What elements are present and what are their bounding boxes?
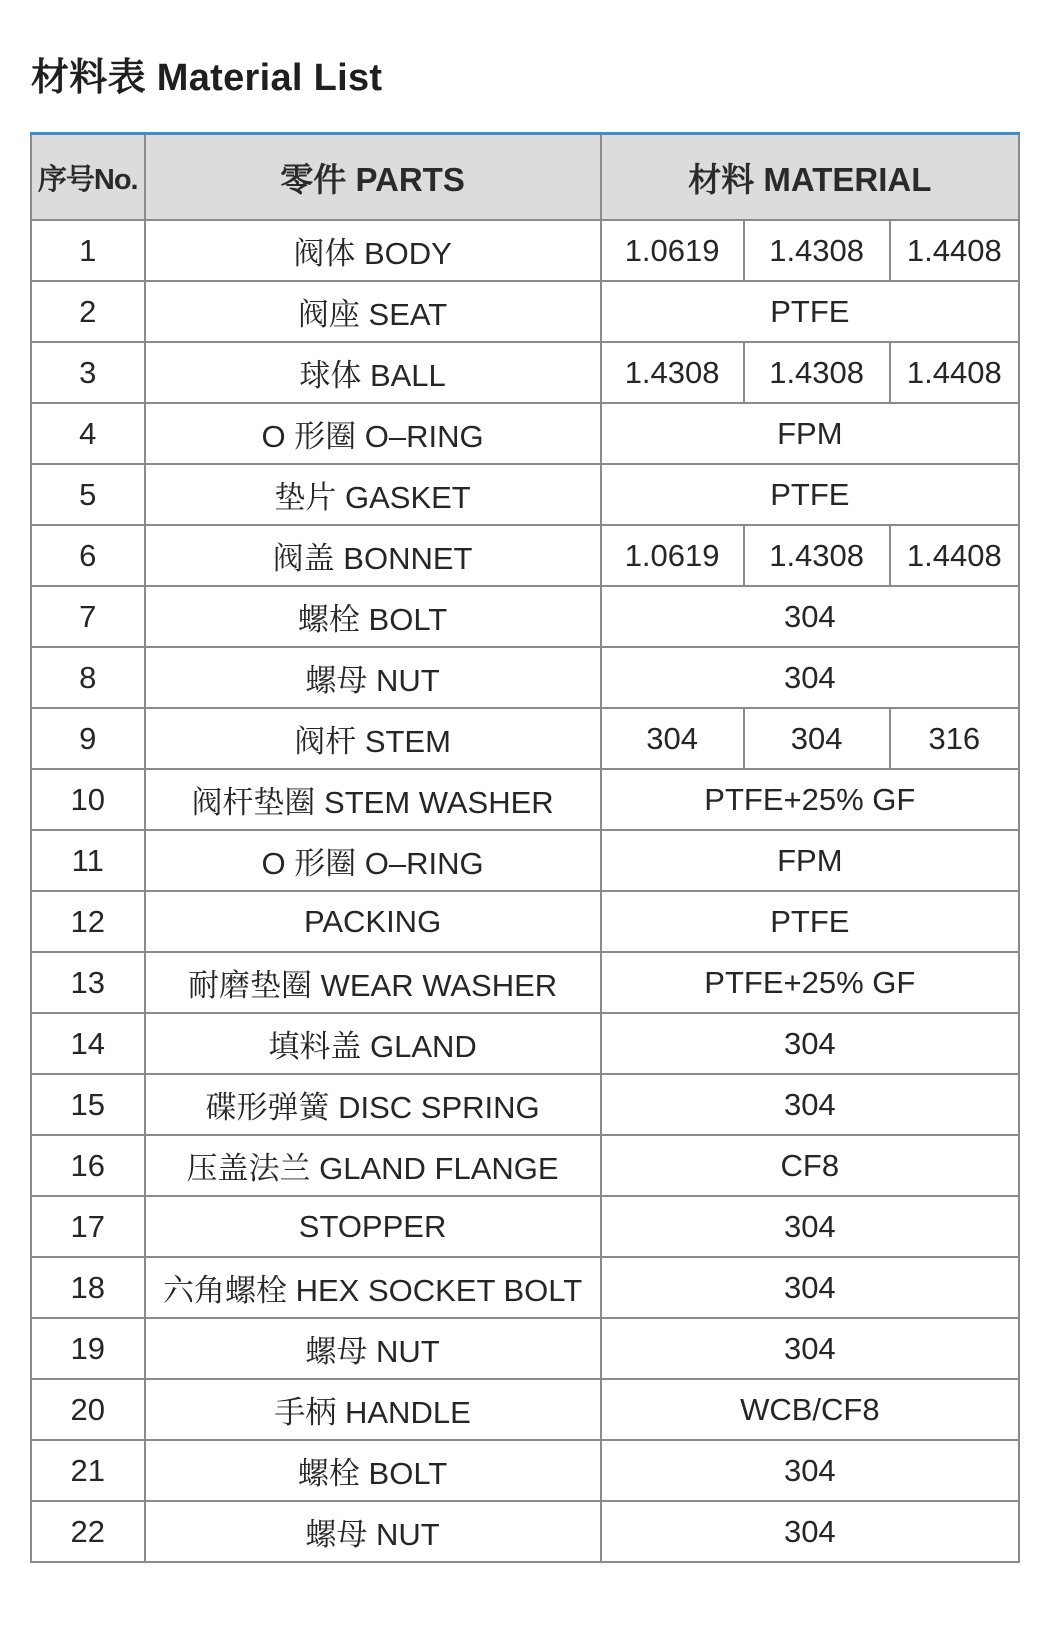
row-number: 4 xyxy=(31,403,145,464)
table-row xyxy=(31,586,1019,647)
row-number: 16 xyxy=(31,1135,145,1196)
part-name: O 形圈 O–RING xyxy=(145,830,601,891)
part-name: 耐磨垫圈 WEAR WASHER xyxy=(145,952,601,1013)
material-value: 304 xyxy=(601,1074,1019,1135)
material-value: 304 xyxy=(601,708,744,769)
row-number: 10 xyxy=(31,769,145,830)
table-row xyxy=(31,464,1019,525)
part-name: 螺母 NUT xyxy=(145,1318,601,1379)
material-value: FPM xyxy=(601,830,1019,891)
material-value: 1.0619 xyxy=(601,525,744,586)
part-name: 手柄 HANDLE xyxy=(145,1379,601,1440)
table-row xyxy=(31,647,1019,708)
header-parts: 零件 PARTS xyxy=(145,134,601,221)
row-number: 18 xyxy=(31,1257,145,1318)
row-number: 17 xyxy=(31,1196,145,1257)
material-value: 1.4408 xyxy=(890,342,1019,403)
row-number: 12 xyxy=(31,891,145,952)
material-value: 1.4308 xyxy=(601,342,744,403)
material-value: WCB/CF8 xyxy=(601,1379,1019,1440)
part-name: 阀体 BODY xyxy=(145,220,601,281)
table-row xyxy=(31,220,1019,281)
material-value: CF8 xyxy=(601,1135,1019,1196)
row-number: 14 xyxy=(31,1013,145,1074)
material-list-table xyxy=(30,132,1020,1563)
part-name: 填料盖 GLAND xyxy=(145,1013,601,1074)
header-no: 序号No. xyxy=(31,134,145,221)
part-name: 阀座 SEAT xyxy=(145,281,601,342)
material-value: 304 xyxy=(601,1501,1019,1562)
table-row xyxy=(31,891,1019,952)
table-row xyxy=(31,342,1019,403)
table-row xyxy=(31,1440,1019,1501)
row-number: 13 xyxy=(31,952,145,1013)
table-row xyxy=(31,769,1019,830)
material-value: 1.0619 xyxy=(601,220,744,281)
table-row xyxy=(31,525,1019,586)
row-number: 5 xyxy=(31,464,145,525)
row-number: 21 xyxy=(31,1440,145,1501)
part-name: PACKING xyxy=(145,891,601,952)
material-value: 304 xyxy=(601,1318,1019,1379)
row-number: 8 xyxy=(31,647,145,708)
part-name: 螺栓 BOLT xyxy=(145,586,601,647)
material-value: 304 xyxy=(601,586,1019,647)
row-number: 6 xyxy=(31,525,145,586)
material-value: 304 xyxy=(601,1440,1019,1501)
material-value: 316 xyxy=(890,708,1019,769)
material-value: 304 xyxy=(601,1196,1019,1257)
table-row xyxy=(31,952,1019,1013)
table-body xyxy=(31,220,1019,1562)
part-name: 阀杆 STEM xyxy=(145,708,601,769)
table-row xyxy=(31,1257,1019,1318)
table-row xyxy=(31,403,1019,464)
row-number: 1 xyxy=(31,220,145,281)
material-value: 1.4408 xyxy=(890,525,1019,586)
part-name: 螺母 NUT xyxy=(145,647,601,708)
table-row xyxy=(31,1013,1019,1074)
row-number: 15 xyxy=(31,1074,145,1135)
row-number: 11 xyxy=(31,830,145,891)
part-name: STOPPER xyxy=(145,1196,601,1257)
material-value: 1.4408 xyxy=(890,220,1019,281)
material-list-table-container xyxy=(30,132,1020,1563)
row-number: 22 xyxy=(31,1501,145,1562)
material-value: 304 xyxy=(744,708,890,769)
row-number: 7 xyxy=(31,586,145,647)
part-name: 螺栓 BOLT xyxy=(145,1440,601,1501)
row-number: 20 xyxy=(31,1379,145,1440)
table-row xyxy=(31,1379,1019,1440)
header-row xyxy=(31,134,1019,221)
row-number: 2 xyxy=(31,281,145,342)
table-row xyxy=(31,1196,1019,1257)
table-header xyxy=(31,134,1019,221)
material-value: 1.4308 xyxy=(744,342,890,403)
table-row xyxy=(31,1135,1019,1196)
material-value: FPM xyxy=(601,403,1019,464)
material-value: PTFE+25% GF xyxy=(601,769,1019,830)
header-material: 材料 MATERIAL xyxy=(601,134,1019,221)
material-value: PTFE+25% GF xyxy=(601,952,1019,1013)
table-row xyxy=(31,1074,1019,1135)
material-value: 304 xyxy=(601,1257,1019,1318)
row-number: 19 xyxy=(31,1318,145,1379)
part-name: O 形圈 O–RING xyxy=(145,403,601,464)
table-row xyxy=(31,708,1019,769)
material-value: 304 xyxy=(601,647,1019,708)
part-name: 垫片 GASKET xyxy=(145,464,601,525)
part-name: 碟形弹簧 DISC SPRING xyxy=(145,1074,601,1135)
material-value: 304 xyxy=(601,1013,1019,1074)
row-number: 9 xyxy=(31,708,145,769)
part-name: 阀盖 BONNET xyxy=(145,525,601,586)
material-value: PTFE xyxy=(601,281,1019,342)
row-number: 3 xyxy=(31,342,145,403)
part-name: 六角螺栓 HEX SOCKET BOLT xyxy=(145,1257,601,1318)
material-value: PTFE xyxy=(601,891,1019,952)
part-name: 阀杆垫圈 STEM WASHER xyxy=(145,769,601,830)
table-row xyxy=(31,830,1019,891)
page-title: 材料表 Material List xyxy=(31,57,383,99)
material-value: PTFE xyxy=(601,464,1019,525)
part-name: 球体 BALL xyxy=(145,342,601,403)
material-value: 1.4308 xyxy=(744,220,890,281)
table-row xyxy=(31,1501,1019,1562)
material-value: 1.4308 xyxy=(744,525,890,586)
part-name: 螺母 NUT xyxy=(145,1501,601,1562)
part-name: 压盖法兰 GLAND FLANGE xyxy=(145,1135,601,1196)
table-row xyxy=(31,1318,1019,1379)
table-row xyxy=(31,281,1019,342)
